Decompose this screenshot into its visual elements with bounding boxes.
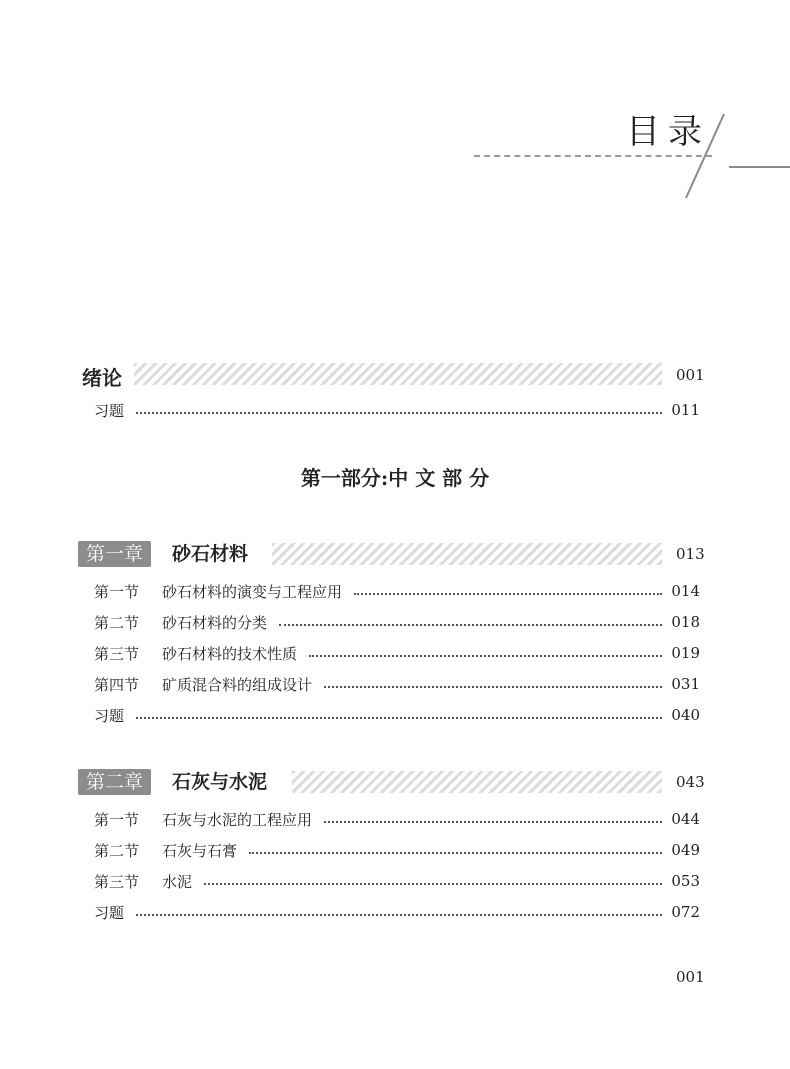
toc-entry[interactable]: [94, 611, 700, 633]
part-heading: 第一部分:中 文 部 分: [300, 466, 490, 490]
leader-dots: [324, 821, 662, 823]
leader-dots: [279, 624, 662, 626]
leader-dots: [249, 852, 662, 854]
leader-dots: [324, 686, 662, 688]
toc-entry[interactable]: [94, 870, 700, 892]
toc-entry-page: 040: [671, 706, 700, 724]
section-label: 第一节: [94, 582, 140, 601]
toc-entry-title: 习题: [94, 903, 125, 922]
toc-entry[interactable]: [94, 808, 700, 830]
toc-entry-page: 011: [671, 401, 700, 419]
toc-entry[interactable]: [94, 704, 700, 726]
chapter-title[interactable]: 砂石材料: [172, 543, 249, 565]
toc-entry-title: 砂石材料的分类: [162, 613, 268, 632]
section-label: 第三节: [94, 644, 140, 663]
chapter-hatch-bar: [272, 543, 662, 565]
toc-entry-title: 石灰与石膏: [162, 841, 238, 860]
footer-page-number: 001: [676, 968, 705, 986]
toc-entry[interactable]: [94, 839, 700, 861]
toc-entry-title: 水泥: [162, 872, 193, 891]
toc-entry-page: 072: [671, 903, 700, 921]
leader-dots: [136, 717, 662, 719]
toc-entry[interactable]: [94, 642, 700, 664]
toc-entry-page: 049: [671, 841, 700, 859]
section-label: 第二节: [94, 841, 140, 860]
section-label: 第四节: [94, 675, 140, 694]
toc-entry-title: 矿质混合料的组成设计: [162, 675, 313, 694]
leader-dots: [204, 883, 662, 885]
chapter-title[interactable]: 石灰与水泥: [172, 771, 268, 793]
toc-entry-page: 014: [671, 582, 700, 600]
toc-entry-title: 习题: [94, 401, 125, 420]
title-dashed-rule: [474, 155, 712, 157]
section-label: 第三节: [94, 872, 140, 891]
chapter-page-number: 043: [676, 773, 705, 791]
chapter-badge: 第一章: [78, 541, 151, 567]
toc-entry-page: 031: [671, 675, 700, 693]
title-slash-decoration: [680, 110, 730, 202]
toc-entry-page: 044: [671, 810, 700, 828]
toc-entry[interactable]: [94, 399, 700, 421]
toc-entry-title: 砂石材料的技术性质: [162, 644, 298, 663]
leader-dots: [354, 593, 662, 595]
leader-dots: [136, 914, 662, 916]
intro-hatch-bar: [134, 363, 662, 385]
toc-entry[interactable]: [94, 580, 700, 602]
chapter-page-number: 013: [676, 545, 705, 563]
intro-page-number[interactable]: 001: [676, 366, 705, 384]
intro-heading: 绪论: [82, 366, 122, 390]
toc-entry-page: 053: [671, 872, 700, 890]
leader-dots: [136, 412, 662, 414]
toc-entry[interactable]: [94, 901, 700, 923]
toc-entry-title: 砂石材料的演变与工程应用: [162, 582, 343, 601]
page-title: 目录: [626, 112, 710, 152]
toc-entry[interactable]: [94, 673, 700, 695]
chapter-hatch-bar: [292, 771, 662, 793]
leader-dots: [309, 655, 662, 657]
section-label: 第二节: [94, 613, 140, 632]
toc-entry-title: 习题: [94, 706, 125, 725]
chapter-badge: 第二章: [78, 769, 151, 795]
toc-entry-title: 石灰与水泥的工程应用: [162, 810, 313, 829]
toc-entry-page: 018: [671, 613, 700, 631]
title-solid-rule: [729, 166, 790, 168]
toc-entry-page: 019: [671, 644, 700, 662]
section-label: 第一节: [94, 810, 140, 829]
